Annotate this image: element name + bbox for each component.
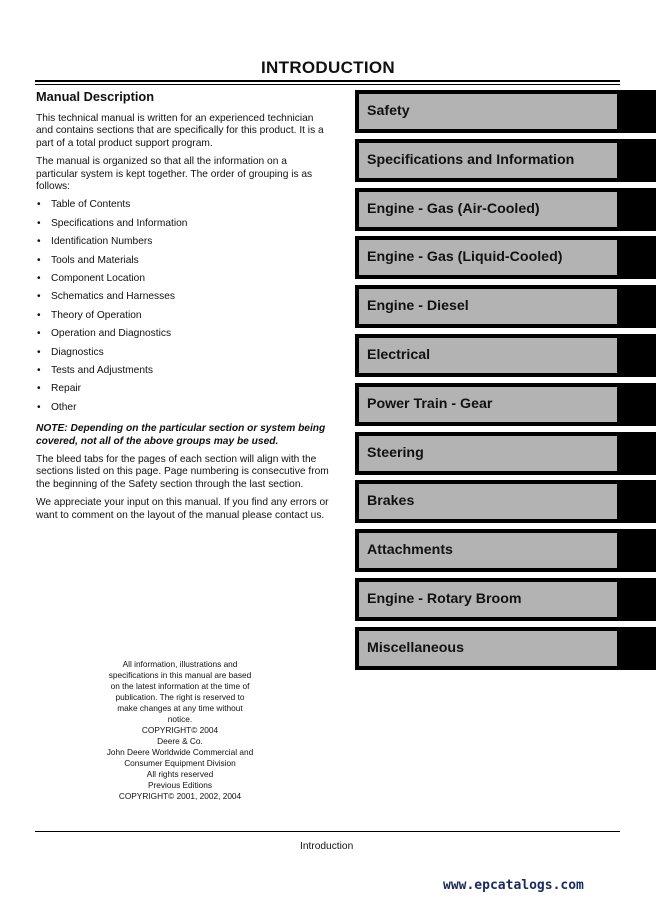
copyright-line: John Deere Worldwide Commercial and <box>106 747 254 757</box>
bullet-icon: • <box>37 199 41 211</box>
section-tab-label[interactable]: Safety <box>359 94 617 129</box>
list-item-label: Theory of Operation <box>51 309 142 321</box>
section-heading: Manual Description <box>36 89 155 104</box>
list-item-label: Table of Contents <box>51 199 131 211</box>
list-item-label: Tools and Materials <box>51 254 139 266</box>
bleed-tabs-paragraph: The bleed tabs for the pages of each section will align with the sections listed on this page. Page numbering is consecutive from the beginning of the Safety section through the last section. <box>36 453 329 490</box>
grouping-list <box>36 199 331 420</box>
note-text: NOTE: Depending on the particular section or system being covered, not all of the above groups may be used. <box>36 423 326 447</box>
section-tab-electrical[interactable] <box>355 334 656 377</box>
copyright-line: COPYRIGHT© 2001, 2002, 2004 <box>118 791 242 801</box>
list-item <box>36 218 331 236</box>
copyright-line: All rights reserved <box>146 769 214 779</box>
bullet-icon: • <box>37 273 41 284</box>
list-item-label: Tests and Adjustments <box>51 364 153 376</box>
watermark: www.epcatalogs.com <box>443 878 584 893</box>
organization-paragraph: The manual is organized so that all the information on a particular system is kept together. The order of grouping is as follows: <box>36 156 313 193</box>
section-tab-label[interactable]: Electrical <box>359 338 617 373</box>
list-item <box>36 365 331 383</box>
section-tab-label[interactable]: Brakes <box>359 484 617 519</box>
copyright-line: Consumer Equipment Division <box>124 758 236 768</box>
bullet-icon: • <box>37 254 41 266</box>
manual-description-column <box>36 89 331 528</box>
section-tab-label[interactable]: Attachments <box>359 533 617 568</box>
copyright-line: COPYRIGHT© 2004 <box>141 725 219 735</box>
copyright-line: notice. <box>167 714 193 724</box>
title-rule-thick <box>35 80 620 82</box>
contact-paragraph: We appreciate your input on this manual. If you find any errors or want to comment on the layout of the manual please contact us. <box>36 497 329 521</box>
section-tab-engine-gas-air-cooled[interactable] <box>355 188 656 231</box>
intro-paragraph: This technical manual is written for an experienced technician and contains sections that are specifically for this product. It is a part of a total product support program. <box>36 113 324 149</box>
title-rule-thin <box>35 84 620 85</box>
section-tab-label[interactable]: Power Train - Gear <box>359 387 617 422</box>
section-tab-label[interactable]: Miscellaneous <box>359 631 617 666</box>
section-tab-label[interactable]: Engine - Diesel <box>359 289 617 324</box>
list-item-label: Specifications and Information <box>51 217 188 229</box>
bullet-icon: • <box>37 328 41 340</box>
footer-rule <box>35 831 620 832</box>
list-item-label: Component Location <box>51 273 146 284</box>
list-item-label: Repair <box>51 383 82 395</box>
section-tab-brakes[interactable] <box>355 480 656 523</box>
section-tab-label[interactable]: Engine - Gas (Air-Cooled) <box>359 192 617 227</box>
section-tab-label[interactable]: Engine - Gas (Liquid-Cooled) <box>359 240 617 275</box>
section-tabs <box>355 90 656 670</box>
footer-section-label: Introduction <box>300 841 354 852</box>
section-tab-engine-rotary-broom[interactable] <box>355 578 656 621</box>
bullet-icon: • <box>37 383 41 395</box>
section-tab-label[interactable]: Specifications and Information <box>359 143 617 178</box>
list-item <box>36 199 331 217</box>
section-tab-specifications[interactable] <box>355 139 656 182</box>
list-item-label: Operation and Diagnostics <box>51 328 172 340</box>
list-item-label: Diagnostics <box>51 346 104 358</box>
bullet-icon: • <box>37 236 41 248</box>
page-title: INTRODUCTION <box>261 58 395 77</box>
copyright-line: All information, illustrations and <box>122 659 238 669</box>
list-item <box>36 328 331 346</box>
copyright-line: on the latest information at the time of <box>110 681 250 691</box>
copyright-line: Previous Editions <box>147 780 213 790</box>
section-tab-label[interactable]: Engine - Rotary Broom <box>359 582 617 617</box>
list-item <box>36 236 331 254</box>
list-item <box>36 347 331 365</box>
section-tab-label[interactable]: Steering <box>359 436 617 471</box>
list-item <box>36 291 331 309</box>
copyright-line: Deere & Co. <box>157 736 203 746</box>
list-item <box>36 255 331 273</box>
list-item <box>36 310 331 328</box>
section-tab-safety[interactable] <box>355 90 656 133</box>
list-item-label: Other <box>51 401 77 413</box>
list-item <box>36 402 331 420</box>
bullet-icon: • <box>37 346 41 358</box>
copyright-line: specifications in this manual are based <box>108 670 252 680</box>
copyright-notice <box>90 659 270 802</box>
bullet-icon: • <box>37 217 41 229</box>
section-tab-miscellaneous[interactable] <box>355 627 656 670</box>
list-item <box>36 273 331 291</box>
bullet-icon: • <box>37 309 41 321</box>
bullet-icon: • <box>37 291 41 303</box>
section-tab-engine-gas-liquid-cooled[interactable] <box>355 236 656 279</box>
bullet-icon: • <box>37 364 41 376</box>
section-tab-power-train-gear[interactable] <box>355 383 656 426</box>
copyright-line: publication. The right is reserved to <box>115 692 245 702</box>
copyright-line: make changes at any time without <box>117 703 243 713</box>
list-item <box>36 383 331 401</box>
section-tab-steering[interactable] <box>355 432 656 475</box>
list-item-label: Schematics and Harnesses <box>51 291 176 303</box>
section-tab-attachments[interactable] <box>355 529 656 572</box>
section-tab-engine-diesel[interactable] <box>355 285 656 328</box>
list-item-label: Identification Numbers <box>51 236 153 248</box>
bullet-icon: • <box>37 401 41 413</box>
